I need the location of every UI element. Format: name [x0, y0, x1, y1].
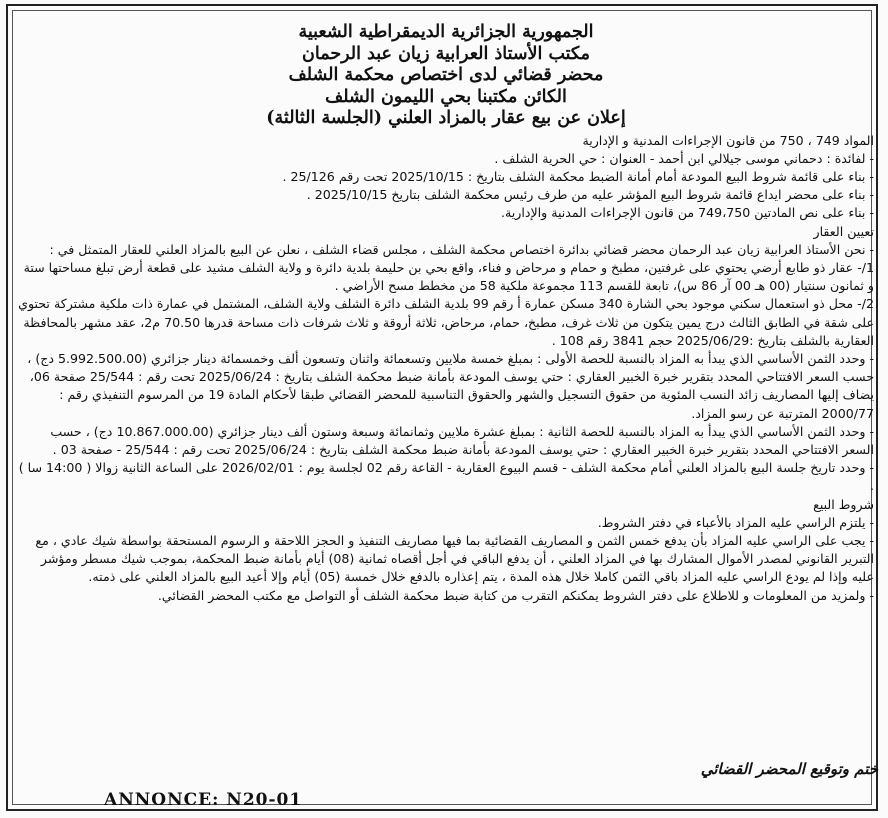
- header-office: مكتب الأستاذ العرابية زيان عبد الرحمان: [302, 43, 590, 64]
- deposit-report-line: - بناء على محضر ايداع قائمة شروط البيع المؤشر عليه من طرف رئيس محكمة الشلف بتاريخ 2025/10/15 .: [306, 187, 874, 203]
- term-3: - ولمزيد من المعلومات و للاطلاع على دفتر الشروط يمكنكم التقرب من كتابة ضبط محكمة الشلف أو التواصل مع مكتب المحضر القضائي.: [157, 587, 874, 603]
- term-1: - يلتزم الراسي عليه المزاد بالأعباء في دفتر الشروط.: [597, 514, 874, 530]
- property-heading: تعيين العقار: [813, 223, 874, 239]
- annonce-number: ANNONCE: N20-01: [104, 790, 303, 810]
- auction-date: - وحدد تاريخ جلسة البيع بالمزاد العلني أمام محكمة الشلف - قسم البيوع العقارية - القاعة رقم 02 لجلسة يوم : 2026/02/01 على الساعة الثانية زوالا ( 14:00 سا ) .: [18, 460, 874, 494]
- bailiff-statement: - نحن الأستاذ العرابية زيان عبد الرحمان محضر قضائي بدائرة اختصاص محكمة الشلف ، مجلس قضاء الشلف ، نعلن عن البيع بالمزاد العلني للعقار المتمثل في :: [49, 241, 874, 257]
- term-2: - يجب على الراسي عليه المزاد بأن يدفع خمس الثمن و المصاريف القضائية بما فيها مصاريف التنفيذ و الحجز اللاحقة و الرسوم المستحقة بواسطة شيك عادي ، مع التبرير القانوني لمصدر الأموال المشارك بها في المزاد العلني ، أن يدفع الباقي في أجل أقصاه ثمانية (08) أيام بأمانة ضبط المحكمة، بموجب شيك مسطر ومؤشر عليه وإذا لم يودع الراسي عليه المزاد باقي الثمن كاملا خلال هذه المدة ، يتم إعذاره بالدفع خلال خمسة (05) أيام وإلا أعيد البيع بالمزاد العلني على ذمته.: [35, 532, 874, 585]
- header-bailiff: محضر قضائي لدى اختصاص محكمة الشلف: [288, 65, 604, 85]
- header-address: الكائن مكتبنا بحي الليمون الشلف: [325, 86, 567, 107]
- beneficiary-line: - لفائدة : دحماني موسى جيلالي ابن أحمد - العنوان : حي الحرية الشلف .: [494, 150, 874, 166]
- base-price-lot-2: - وحدد الثمن الأساسي الذي يبدأ به المزاد بالنسبة للحصة الثانية : بمبلغ عشرة ملايين وثمانمائة وسبعة وستون ألف دينار جزائري (10.867.000.00 دج) ، حسب السعر الافتتاحي المحدد بتقرير خبرة الخبير العقاري : حتي يوسف المودعة بأمانة ضبط محكمة الشلف بتاريخ : 2025/06/24 تحت رقم : 25/544 - صفحة 03 .: [50, 423, 874, 457]
- property-item-1: 1/- عقار ذو طابع أرضي يحتوي على غرفتين، مطبخ و حمام و مرحاض و فناء، واقع بحي بن حليمة بلدية دائرة و ولاية الشلف مشيد على قطعة أرض تبلغ مساحتها ستة و ثمانون سنتيار (00 هـ 00 آر 86 س)، تابعة للقسم 113 مجموعة ملكية 58 من مخطط مسح الأراضي .: [23, 259, 874, 294]
- legal-basis: المواد 749 ، 750 من قانون الإجراءات المدنية و الإدارية: [582, 132, 874, 148]
- base-price-lot-1: - وحدد الثمن الأساسي الذي يبدأ به المزاد بالنسبة للحصة الأولى : بمبلغ خمسة ملايين وتسعمائة واثنان وتسعون ألف وخمسمائة دينار جزائري (5.992.500.00 دج) ، حسب السعر الافتتاحي المحدد بتقرير خبرة الخبير العقاري : حتي يوسف المودعة بأمانة ضبط محكمة الشلف بتاريخ : 2025/06/24 تحت رقم : 25/544 صفحة 06، يضاف إليها المصاريف زائد النسب المئوية من حقوق التسجيل والشهر والحقوق التناسبية للمحضر القضائي طبقا لأحكام المادة 19 من المرسوم التنفيذي رقم : 2000/77 المترتبة عن رسو المزاد.: [27, 350, 874, 421]
- signature-line: ختم وتوقيع المحضر القضائي: [700, 760, 878, 778]
- header-title: إعلان عن بيع عقار بالمزاد العلني (الجلسة الثالثة): [266, 108, 626, 128]
- document-header: [18, 22, 874, 130]
- property-item-2: 2/- محل ذو استعمال سكني موجود بحي الشارة 340 مسكن عمارة أ رقم 99 بلدية الشلف دائرة الشلف ولاية الشلف، المشتمل في عمارة ذات ملكية مشتركة تحتوي على شقة في الطابق الثالث درج يمين يتكون من ثلاث غرف، مطبخ، حمام، مرحاض، ثلاثة أروقة و ثلاث شرفات ذات مساحة قدرها 70.50 م2، عقد مشهر بالمحافظة العقارية بالشلف بتاريخ :2025/06/29 حجم 3841 رقم 108 .: [18, 296, 874, 348]
- header-republic: الجمهورية الجزائرية الديمقراطية الشعبية: [298, 22, 594, 42]
- conditions-list-line: - بناء على قائمة شروط البيع المودعة أمام أمانة الضبط محكمة الشلف بتاريخ : 2025/10/15 تحت رقم 25/126 .: [282, 168, 874, 184]
- articles-line: - بناء على نص المادتين 749،750 من قانون الإجراءات المدنية والإدارية.: [501, 205, 874, 221]
- terms-heading: شروط البيع: [813, 496, 874, 512]
- announcement-body: [12, 22, 874, 812]
